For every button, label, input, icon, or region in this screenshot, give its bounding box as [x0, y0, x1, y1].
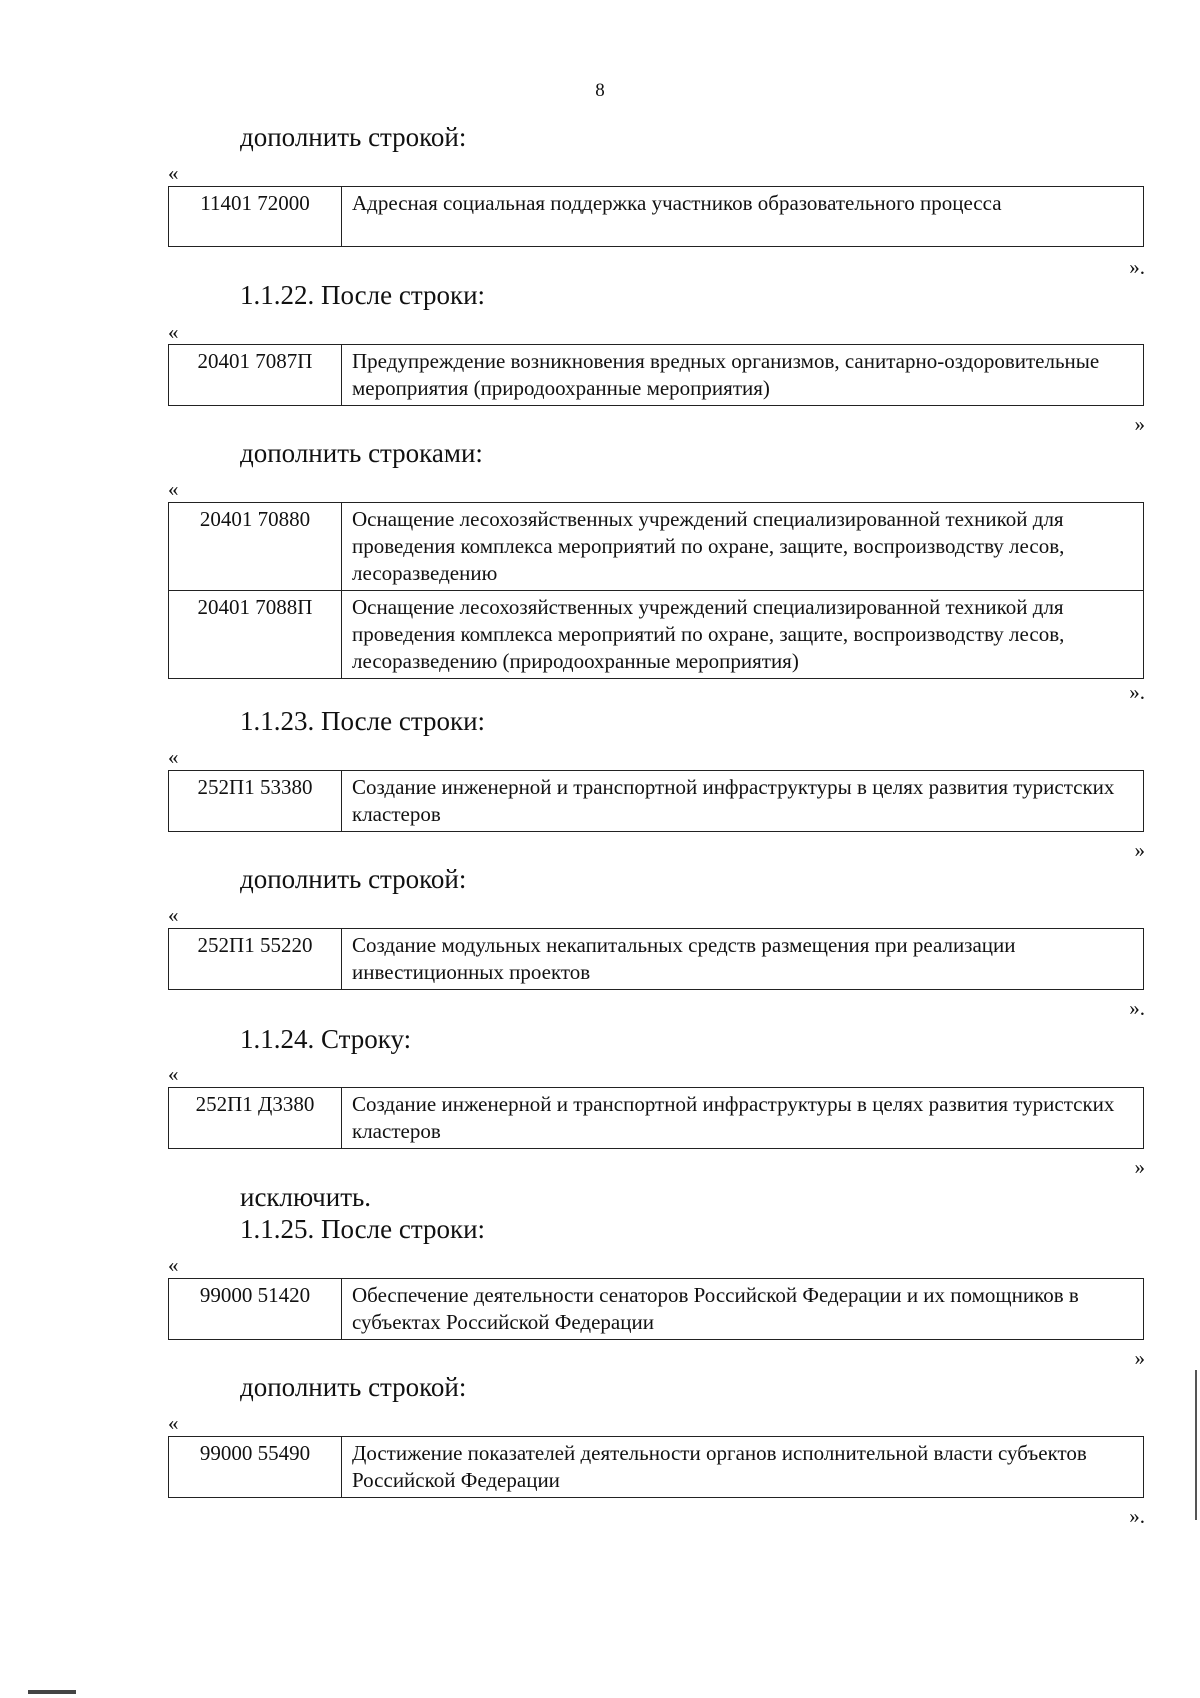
close-quote: » [1134, 1155, 1145, 1179]
code-table [168, 1087, 1144, 1149]
row-description: Создание инженерной и транспортной инфраструктуры в целях развития туристских кластеров [342, 1088, 1144, 1149]
close-quote: ». [1129, 996, 1145, 1020]
close-quote: ». [1129, 255, 1145, 279]
open-quote: « [168, 320, 179, 344]
block-heading: 1.1.25. После строки: [240, 1214, 486, 1244]
code-table [168, 928, 1144, 990]
row-description: Адресная социальная поддержка участников образовательного процесса [342, 187, 1144, 247]
code-table [168, 344, 1144, 406]
open-quote: « [168, 161, 179, 185]
block-heading: 1.1.22. После строки: [240, 280, 486, 310]
open-quote: « [168, 477, 179, 501]
row-code: 11401 72000 [169, 187, 342, 247]
close-quote: » [1134, 1346, 1145, 1370]
row-description: Достижение показателей деятельности органов исполнительной власти субъектов Российской Федерации [342, 1437, 1144, 1498]
close-quote: » [1134, 838, 1145, 862]
row-code: 252П1 53380 [169, 771, 342, 832]
close-quote: ». [1129, 1504, 1145, 1528]
open-quote: « [168, 1411, 179, 1435]
row-description: Создание модульных некапитальных средств размещения при реализации инвестиционных проектов [342, 929, 1144, 990]
block-heading: исключить. [240, 1182, 372, 1212]
table-row [169, 1437, 1144, 1498]
block-heading: 1.1.23. После строки: [240, 706, 486, 736]
open-quote: « [168, 1253, 179, 1277]
table-row [169, 187, 1144, 247]
row-description: Оснащение лесохозяйственных учреждений специализированной техникой для проведения комплекса мероприятий по охране, защите, воспроизводству лесов, лесоразведению (природоохранные мероприятия) [342, 591, 1144, 679]
block-heading: дополнить строкой: [240, 1372, 467, 1402]
block-heading: дополнить строкой: [240, 122, 467, 152]
row-description: Создание инженерной и транспортной инфраструктуры в целях развития туристских кластеров [342, 771, 1144, 832]
code-table [168, 1278, 1144, 1340]
close-quote: ». [1129, 680, 1145, 704]
code-table [168, 770, 1144, 832]
scan-edge-mark [28, 1690, 76, 1694]
code-table [168, 502, 1144, 679]
row-description: Оснащение лесохозяйственных учреждений специализированной техникой для проведения комплекса мероприятий по охране, защите, воспроизводству лесов, лесоразведению [342, 503, 1144, 591]
open-quote: « [168, 903, 179, 927]
code-table [168, 186, 1144, 247]
open-quote: « [168, 1062, 179, 1086]
close-quote: » [1134, 412, 1145, 436]
row-code: 252П1 Д3380 [169, 1088, 342, 1149]
row-code: 99000 55490 [169, 1437, 342, 1498]
table-row [169, 591, 1144, 679]
row-description: Предупреждение возникновения вредных организмов, санитарно-оздоровительные мероприятия (природоохранные мероприятия) [342, 345, 1144, 406]
block-heading: дополнить строками: [240, 438, 483, 468]
table-row [169, 771, 1144, 832]
row-code: 99000 51420 [169, 1279, 342, 1340]
row-code: 20401 7088П [169, 591, 342, 679]
table-row [169, 1088, 1144, 1149]
table-row [169, 503, 1144, 591]
row-code: 20401 7087П [169, 345, 342, 406]
scan-margin-line [1195, 1370, 1197, 1520]
row-code: 252П1 55220 [169, 929, 342, 990]
block-heading: дополнить строкой: [240, 864, 467, 894]
code-table [168, 1436, 1144, 1498]
table-row [169, 345, 1144, 406]
open-quote: « [168, 745, 179, 769]
page-number: 8 [595, 80, 605, 101]
row-description: Обеспечение деятельности сенаторов Российской Федерации и их помощников в субъектах Российской Федерации [342, 1279, 1144, 1340]
row-code: 20401 70880 [169, 503, 342, 591]
table-row [169, 929, 1144, 990]
block-heading: 1.1.24. Строку: [240, 1024, 412, 1054]
table-row [169, 1279, 1144, 1340]
